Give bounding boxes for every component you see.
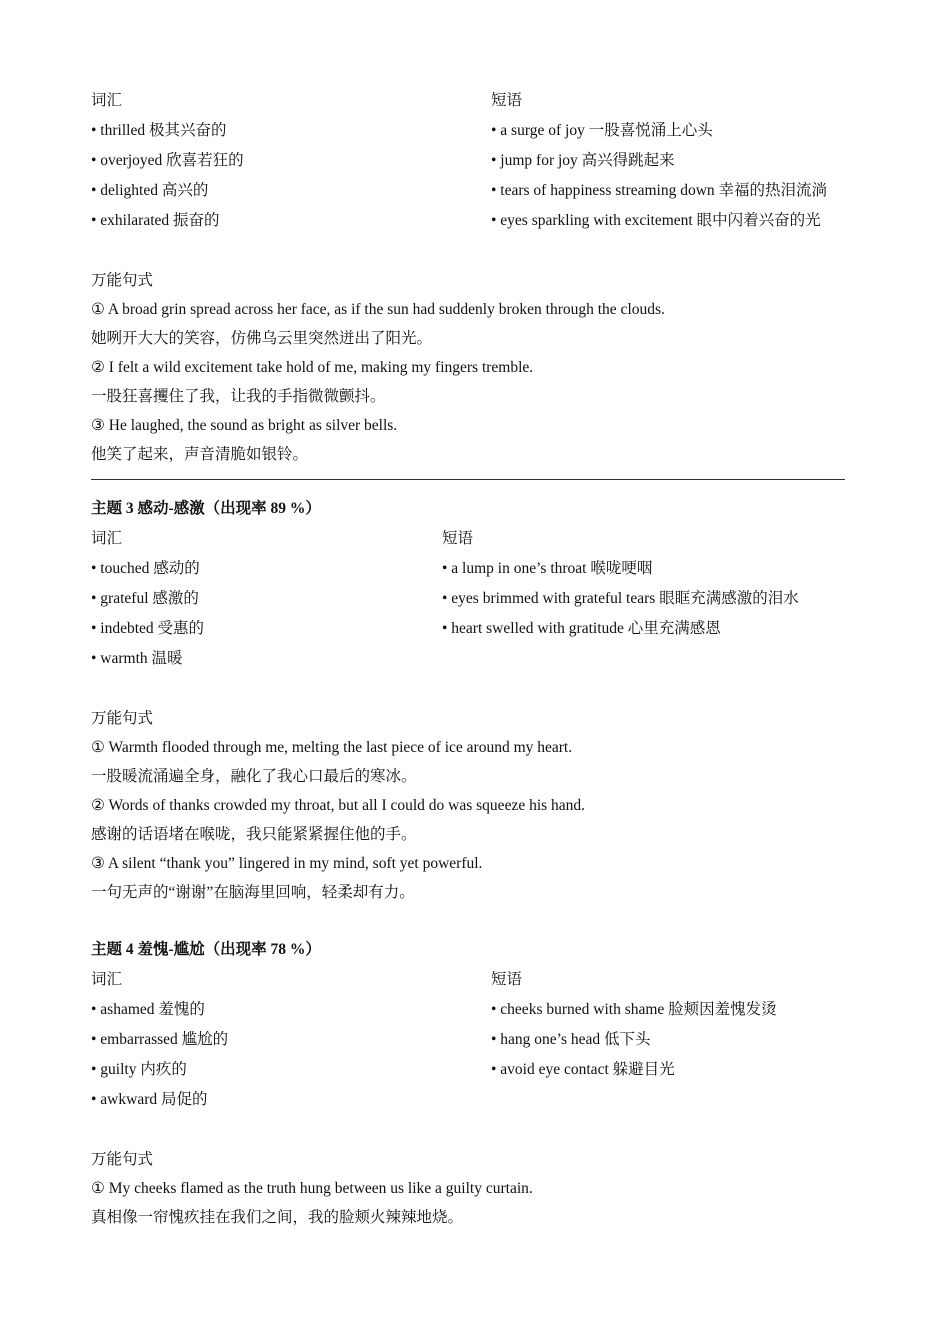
section2-phrase-column [491,86,827,236]
sentence-zh: 感谢的话语堵在喉咙，我只能紧紧握住他的手。 [91,826,417,843]
vocab-label: 词汇 [91,971,123,988]
phrase-item: • a surge of joy 一股喜悦涌上心头 [491,122,713,139]
section3-phrase-column [442,524,799,674]
phrase-item: • a lump in one’s throat 喉咙哽咽 [442,560,653,577]
section4-lists [91,965,861,1115]
vocab-item: • touched 感动的 [91,560,200,577]
vocab-item: • grateful 感激的 [91,590,199,607]
vocab-item: • overjoyed 欣喜若狂的 [91,152,244,169]
sentence-en: ② Words of thanks crowded my throat, but all I could do was squeeze his hand. [91,797,586,814]
section2-lists [91,86,861,236]
vocab-item: • thrilled 极其兴奋的 [91,122,227,139]
sentence-en: ② I felt a wild excitement take hold of me, making my fingers tremble. [91,359,534,376]
sentences-label: 万能句式 [91,710,154,727]
phrase-item: • eyes brimmed with grateful tears 眼眶充满感激的泪水 [442,590,799,607]
vocab-item: • guilty 内疚的 [91,1061,187,1078]
sentence-en: ③ A silent “thank you” lingered in my mind, soft yet powerful. [91,855,483,872]
vocab-item: • awkward 局促的 [91,1091,208,1108]
section-divider [91,479,845,480]
section4-title: 主题 4 羞愧-尴尬（出现率 78 %） [91,941,321,958]
vocab-item: • delighted 高兴的 [91,182,209,199]
phrase-label: 短语 [491,92,523,109]
sentence-en: ① My cheeks flamed as the truth hung between us like a guilty curtain. [91,1180,533,1197]
phrase-item: • cheeks burned with shame 脸颊因羞愧发烫 [491,1001,777,1018]
vocab-item: • ashamed 羞愧的 [91,1001,205,1018]
phrase-item: • jump for joy 高兴得跳起来 [491,152,675,169]
sentence-en: ① Warmth flooded through me, melting the last piece of ice around my heart. [91,739,573,756]
vocab-item: • exhilarated 振奋的 [91,212,220,229]
phrase-item: • tears of happiness streaming down 幸福的热泪流淌 [491,182,828,199]
sentence-en: ① A broad grin spread across her face, as if the sun had suddenly broken through the clouds. [91,301,665,318]
sentence-zh: 一句无声的“谢谢”在脑海里回响，轻柔却有力。 [91,884,415,901]
document-page [91,86,861,1232]
section4-vocab-column [91,965,491,1115]
phrase-label: 短语 [491,971,523,988]
phrase-label: 短语 [442,530,474,547]
vocab-label: 词汇 [91,530,123,547]
sentence-zh: 一股暖流涌遍全身，融化了我心口最后的寒冰。 [91,768,417,785]
sentence-zh: 她咧开大大的笑容，仿佛乌云里突然迸出了阳光。 [91,330,433,347]
section3-lists [91,524,861,674]
vocab-label: 词汇 [91,92,123,109]
phrase-item: • hang one’s head 低下头 [491,1031,651,1048]
section3-vocab-column [91,524,442,674]
phrase-item: • avoid eye contact 躲避目光 [491,1061,675,1078]
sentence-zh: 一股狂喜攫住了我，让我的手指微微颤抖。 [91,388,386,405]
phrase-item: • heart swelled with gratitude 心里充满感恩 [442,620,721,637]
sentence-zh: 真相像一帘愧疚挂在我们之间，我的脸颊火辣辣地烧。 [91,1209,464,1226]
section4-phrase-column [491,965,777,1115]
sentences-label: 万能句式 [91,1151,154,1168]
sentence-en: ③ He laughed, the sound as bright as silver bells. [91,417,398,434]
section3-title: 主题 3 感动-感激（出现率 89 %） [91,500,321,517]
vocab-item: • indebted 受惠的 [91,620,205,637]
sentence-zh: 他笑了起来，声音清脆如银铃。 [91,446,309,463]
section2-vocab-column [91,86,491,236]
phrase-item: • eyes sparkling with excitement 眼中闪着兴奋的光 [491,212,821,229]
vocab-item: • embarrassed 尴尬的 [91,1031,229,1048]
sentences-label: 万能句式 [91,272,154,289]
vocab-item: • warmth 温暖 [91,650,183,667]
